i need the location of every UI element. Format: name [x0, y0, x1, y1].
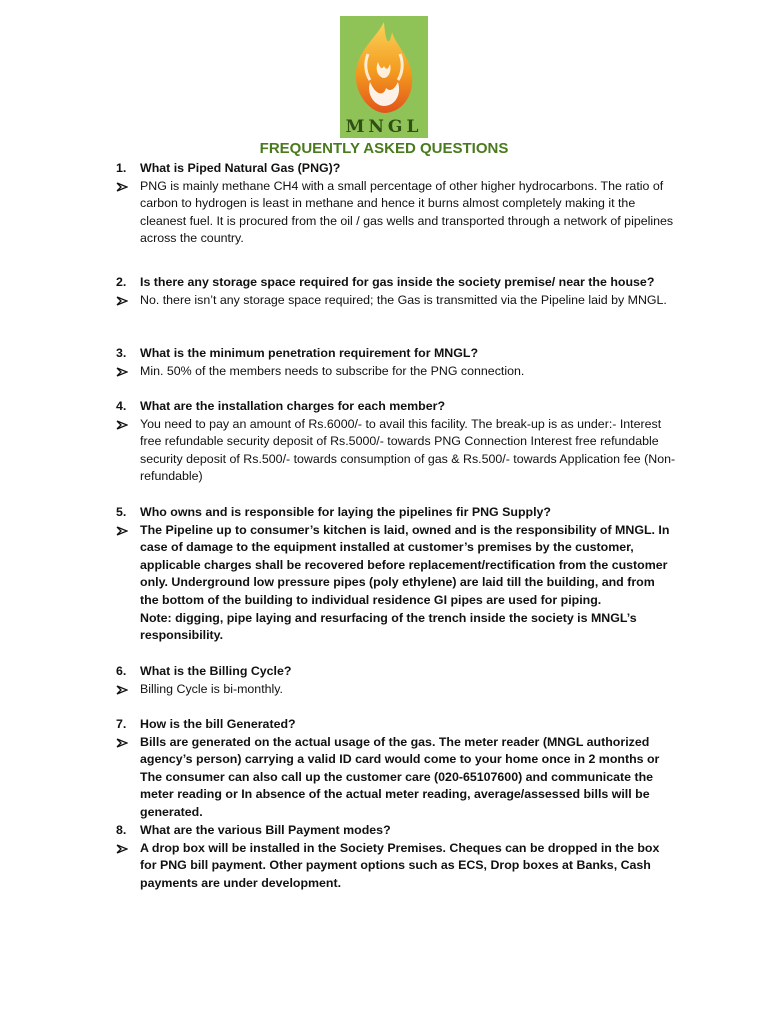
faq-question — [116, 663, 676, 681]
faq-question — [116, 398, 676, 416]
question-text: Is there any storage space required for gas inside the society premise/ near the house? — [140, 275, 655, 289]
faq-question — [116, 504, 676, 522]
faq-item — [116, 716, 676, 822]
question-number: 4. — [116, 399, 127, 413]
answer-text: A drop box will be installed in the Society Premises. Cheques can be dropped in the box for PNG bill payment. Other payment options such as ECS, Drop boxes at Banks, Cash payments are under development. — [140, 840, 660, 890]
faq-question — [116, 345, 676, 363]
question-text: How is the bill Generated? — [140, 717, 296, 731]
faq-question — [116, 160, 676, 178]
faq-item — [116, 398, 676, 486]
faq-answer — [116, 681, 676, 699]
faq-answer — [116, 522, 676, 645]
question-number: 3. — [116, 346, 127, 360]
arrow-bullet-icon — [116, 844, 128, 854]
mngl-logo — [340, 16, 428, 138]
answer-text: You need to pay an amount of Rs.6000/- to avail this facility. The break-up is as under:- Interest free refundable security deposit of Rs.5000/- towards PNG Connection Interest free refundable security deposit of Rs.500/- towards consumption of gas & Rs.500/- towards Application fee (Non-refundable) — [140, 416, 676, 484]
question-text: What is Piped Natural Gas (PNG)? — [140, 161, 341, 175]
page-title: FREQUENTLY ASKED QUESTIONS — [259, 140, 509, 157]
question-text: Who owns and is responsible for laying the pipelines fir PNG Supply? — [140, 505, 552, 519]
answer-text: Billing Cycle is bi-monthly. — [140, 681, 283, 696]
answer-note: Note: digging, pipe laying and resurfacing of the trench inside the society is MNGL’s responsibility. — [140, 610, 637, 643]
answer-text: Min. 50% of the members needs to subscribe for the PNG connection. — [140, 363, 525, 378]
answer-text: No. there isn’t any storage space required; the Gas is transmitted via the Pipeline laid by MNGL. — [140, 292, 667, 307]
answer-text: PNG is mainly methane CH4 with a small percentage of other higher hydrocarbons. The ratio of carbon to hydrogen is least in methane and hence it burns almost completely making it the cleanest fuel. It is procured from the oil / gas wells and transported through a network of pipelines across the country. — [140, 178, 674, 246]
answer-text: Bills are generated on the actual usage of the gas. The meter reader (MNGL authorized agency’s person) carrying a valid ID card would come to your home once in 2 months or The consumer can also call up the customer care (020-65107600) and communicate the meter reading or In absence of the actual meter reading, average/assessed bills will be generated. — [140, 734, 660, 819]
question-number: 6. — [116, 664, 127, 678]
faq-item — [116, 663, 676, 698]
question-number: 7. — [116, 717, 127, 731]
faq-answer — [116, 416, 676, 486]
faq-answer — [116, 178, 676, 248]
faq-question — [116, 822, 676, 840]
question-number: 5. — [116, 505, 127, 519]
question-number: 1. — [116, 161, 127, 175]
faq-item — [116, 160, 676, 248]
faq-answer — [116, 840, 676, 893]
faq-question — [116, 716, 676, 734]
arrow-bullet-icon — [116, 738, 128, 748]
faq-question — [116, 274, 676, 292]
question-text: What is the Billing Cycle? — [140, 664, 292, 678]
arrow-bullet-icon — [116, 526, 128, 536]
answer-text: The Pipeline up to consumer’s kitchen is laid, owned and is the responsibility of MNGL. In case of damage to the equipment installed at customer’s premises by the customer, applicable charges shall be recovered before replacement/rectification from the customer only. Underground low pressure pipes (poly ethylene) are laid till the building, and from the bottom of the building to individual residence GI pipes are used for piping. — [140, 522, 670, 607]
faq-item — [116, 504, 676, 645]
flame-icon — [340, 16, 428, 116]
arrow-bullet-icon — [116, 420, 128, 430]
logo-text: MNGL — [345, 117, 423, 137]
arrow-bullet-icon — [116, 182, 128, 192]
arrow-bullet-icon — [116, 685, 128, 695]
faq-item — [116, 345, 676, 380]
faq-answer — [116, 734, 676, 822]
question-text: What are the installation charges for each member? — [140, 399, 446, 413]
question-number: 2. — [116, 275, 127, 289]
question-text: What is the minimum penetration requirement for MNGL? — [140, 346, 479, 360]
faq-item — [116, 822, 676, 892]
faq-answer — [116, 292, 676, 310]
faq-item — [116, 274, 676, 309]
arrow-bullet-icon — [116, 367, 128, 377]
question-text: What are the various Bill Payment modes? — [140, 823, 391, 837]
arrow-bullet-icon — [116, 296, 128, 306]
faq-answer — [116, 363, 676, 381]
question-number: 8. — [116, 823, 127, 837]
